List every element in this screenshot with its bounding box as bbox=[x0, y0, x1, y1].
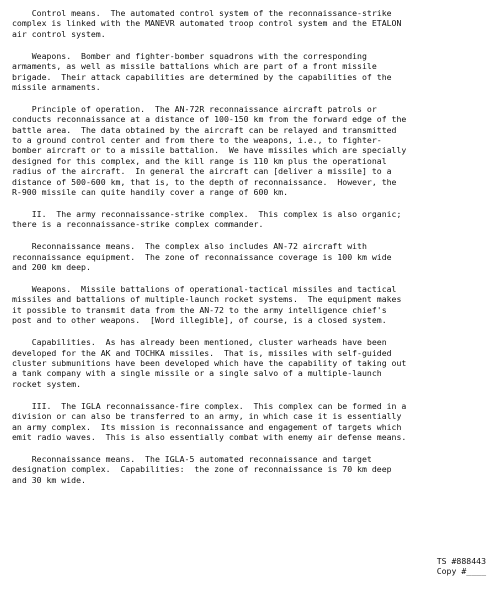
paragraph-army-reconnaissance-means: Reconnaissance means. The complex also includes AN-72 aircraft with reconnaissance equipment. The zone of reconnaissance coverage is 100 km wide and 200 km deep. bbox=[12, 241, 392, 273]
copy-number: Copy #____ bbox=[436, 566, 486, 577]
ts-number: TS #888443 bbox=[436, 556, 486, 566]
document-footer bbox=[437, 556, 486, 577]
paragraph-principle-of-operation: Principle of operation. The AN-72R reconnaissance aircraft patrols or conducts reconnaissance at a distance of 100-150 km from the forward edge of the battle area. The data obtained by the aircraft can be relayed and transmitted to a ground control center and from there to the weapons, i.e., to fighter- bomber aircraft or to a missile battalion. We have missiles which are specially designed for this complex, and the kill range is 110 km plus the operational radius of the aircraft. In general the aircraft can [deliver a missile] to a distance of 500-600 km, that is, to the depth of reconnaissance. However, the R-900 missile can quite handily cover a range of 600 km. bbox=[12, 103, 407, 198]
paragraph-army-weapons: Weapons. Missile battalions of operational-tactical missiles and tactical missiles and battalions of multiple-launch rocket systems. The equipment makes it possible to transmit data from the AN-72 to the army intelligence chief's post and to other weapons. [Word illegible], of course, is a closed system. bbox=[12, 284, 402, 326]
paragraph-weapons: Weapons. Bomber and fighter-bomber squadrons with the corresponding armaments, as well as missile battalions which are part of a front missile brigade. Their attack capabilities are determined by the capabilities of the missile armaments. bbox=[12, 50, 392, 92]
paragraph-igla-complex: III. The IGLA reconnaissance-fire complex. This complex can be formed in a division or can also be transferred to an army, in which case it is essentially an army complex. Its mission is reconnaissance and engagement of targets which emit radio waves. This is also essentially combat with enemy air defense means. bbox=[12, 400, 407, 442]
paragraph-capabilities: Capabilities. As has already been mentioned, cluster warheads have been developed for the AK and TOCHKA missiles. That is, missiles with self-guided cluster submunitions have been developed which have the capability of taking out a tank company with a single missile or a single salvo of a multiple-launch rocket system. bbox=[12, 337, 407, 389]
paragraph-army-complex: II. The army reconnaissance-strike complex. This complex is also organic; there is a reconnaissance-strike complex commander. bbox=[12, 209, 402, 230]
paragraph-igla-reconnaissance-means: Reconnaissance means. The IGLA-5 automated reconnaissance and target designation complex. Capabilities: the zone of reconnaissance is 70 km deep and 30 km wide. bbox=[12, 453, 392, 485]
paragraph-control-means: Control means. The automated control system of the reconnaissance-strike complex is linked with the MANEVR automated troop control system and the ETALON air control system. bbox=[12, 8, 402, 39]
